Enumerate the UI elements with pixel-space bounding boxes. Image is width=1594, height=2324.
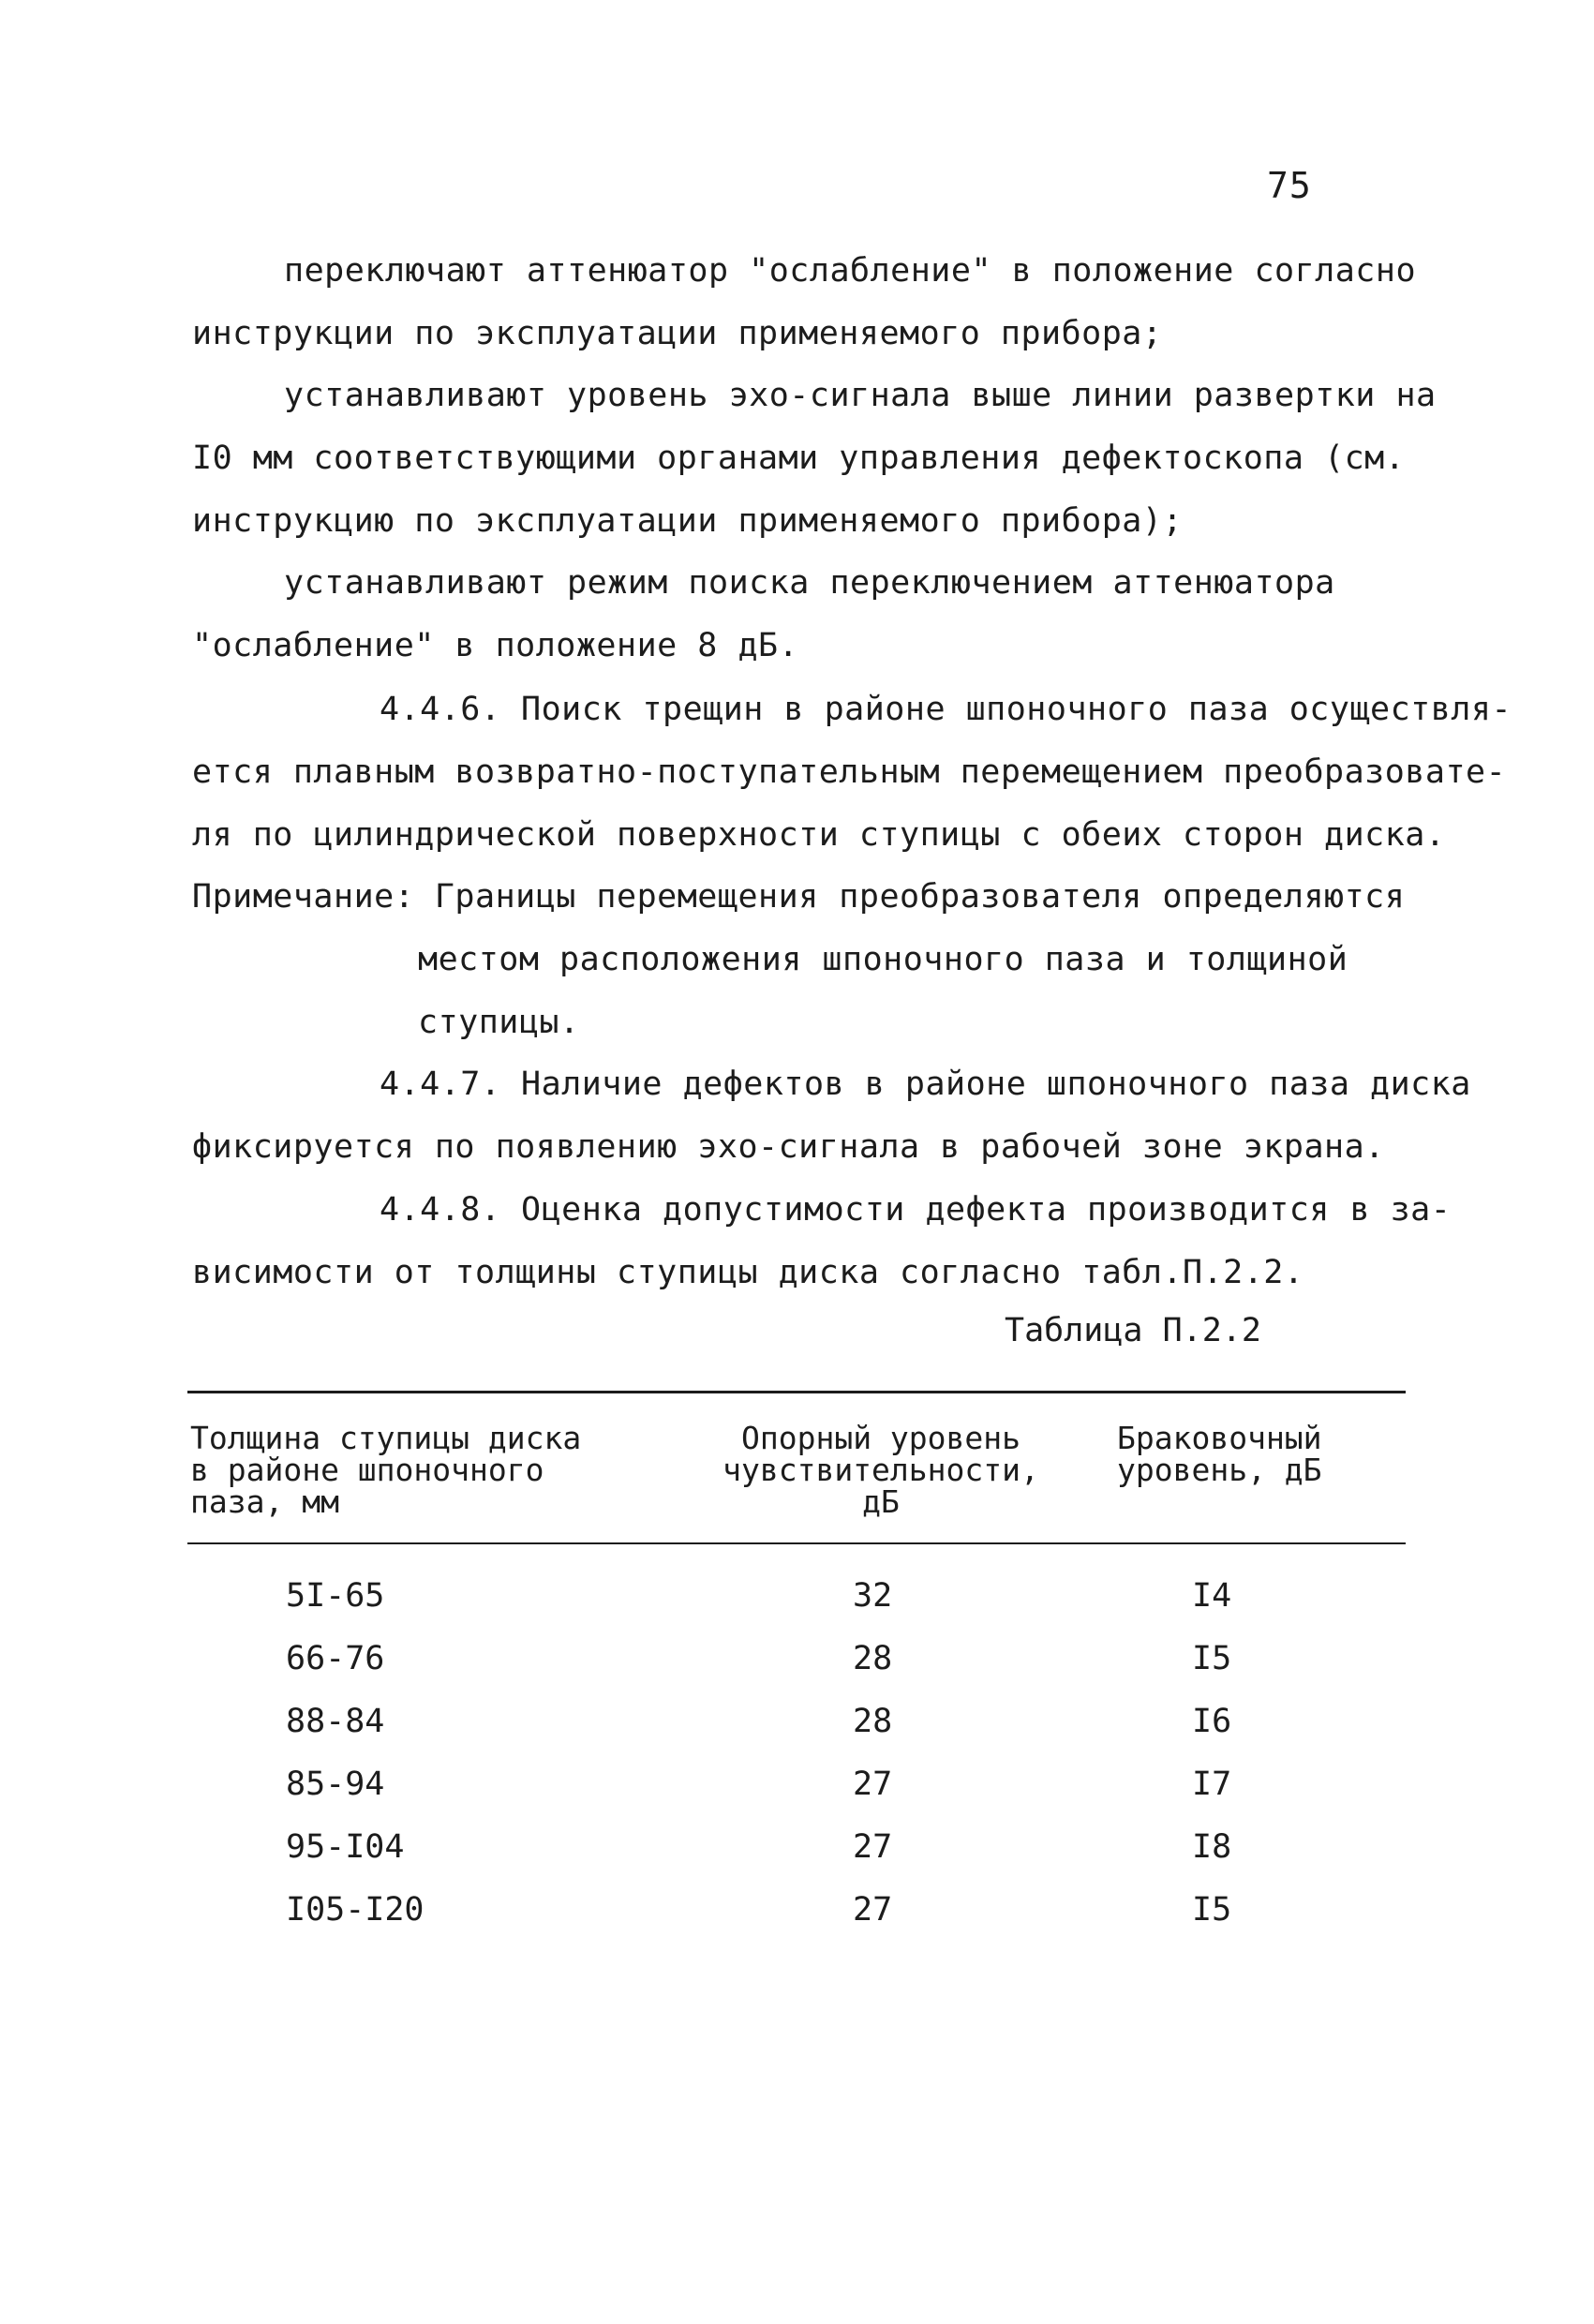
table-cell: 27 bbox=[853, 1891, 893, 1929]
text-line: устанавливают режим поиска переключением аттенюатора bbox=[284, 564, 1335, 602]
note-line: местом расположения шпоночного паза и толщиной bbox=[418, 941, 1348, 978]
table-cell: 32 bbox=[853, 1577, 893, 1615]
table-cell: 27 bbox=[853, 1765, 893, 1803]
table-cell: I5 bbox=[1192, 1640, 1232, 1677]
text-line: ля по цилиндрической поверхности ступицы с обеих сторон диска. bbox=[192, 816, 1446, 854]
table-cell: I5 bbox=[1192, 1891, 1232, 1929]
text-line: инструкцию по эксплуатации применяемого прибора); bbox=[192, 502, 1184, 540]
table-cell: I4 bbox=[1192, 1577, 1232, 1615]
text-line: фиксируется по появлению эхо-сигнала в рабочей зоне экрана. bbox=[192, 1128, 1385, 1166]
table-cell: 66-76 bbox=[286, 1640, 385, 1677]
text-line: 4.4.8. Оценка допустимости дефекта производится в за- bbox=[380, 1191, 1452, 1229]
table-cell: 5I-65 bbox=[286, 1577, 385, 1615]
text-line: переключают аттенюатор "ослабление" в положение согласно bbox=[284, 252, 1417, 290]
column-header-thickness: Толщина ступицы диска в районе шпоночного паза, мм bbox=[190, 1420, 582, 1520]
text-line: 4.4.6. Поиск трещин в районе шпоночного паза осуществля- bbox=[380, 691, 1512, 728]
page-number: 75 bbox=[1267, 165, 1312, 206]
table-cell: I7 bbox=[1192, 1765, 1232, 1803]
text-line: "ослабление" в положение 8 дБ. bbox=[192, 627, 799, 664]
note-line: ступицы. bbox=[418, 1004, 580, 1041]
table-cell: 88-84 bbox=[286, 1703, 385, 1740]
table-cell: I8 bbox=[1192, 1828, 1232, 1866]
table-header-rule bbox=[187, 1542, 1406, 1544]
table-cell: 28 bbox=[853, 1640, 893, 1677]
table-cell: I6 bbox=[1192, 1703, 1232, 1740]
column-header-reference-level: Опорный уровень чувствительности, дБ bbox=[723, 1420, 1039, 1520]
table-cell: 95-I04 bbox=[286, 1828, 405, 1866]
table-cell: 85-94 bbox=[286, 1765, 385, 1803]
text-line: ется плавным возвратно-поступательным перемещением преобразовате- bbox=[192, 753, 1507, 791]
table-cell: I05-I20 bbox=[286, 1891, 425, 1929]
text-line: 4.4.7. Наличие дефектов в районе шпоночного паза диска bbox=[380, 1065, 1471, 1103]
table-cell: 28 bbox=[853, 1703, 893, 1740]
note-line: Примечание: Границы перемещения преобразователя определяются bbox=[192, 878, 1406, 916]
text-line: инструкции по эксплуатации применяемого прибора; bbox=[192, 315, 1163, 352]
column-header-rejection-level: Браковочный уровень, дБ bbox=[1117, 1420, 1322, 1488]
text-line: висимости от толщины ступицы диска согласно табл.П.2.2. bbox=[192, 1254, 1304, 1291]
text-line: устанавливают уровень эхо-сигнала выше линии развертки на bbox=[284, 377, 1437, 414]
table-caption: Таблица П.2.2 bbox=[1005, 1312, 1261, 1349]
table-cell: 27 bbox=[853, 1828, 893, 1866]
table-top-rule bbox=[187, 1391, 1406, 1393]
text-line: I0 мм соответствующими органами управления дефектоскопа (см. bbox=[192, 439, 1406, 477]
